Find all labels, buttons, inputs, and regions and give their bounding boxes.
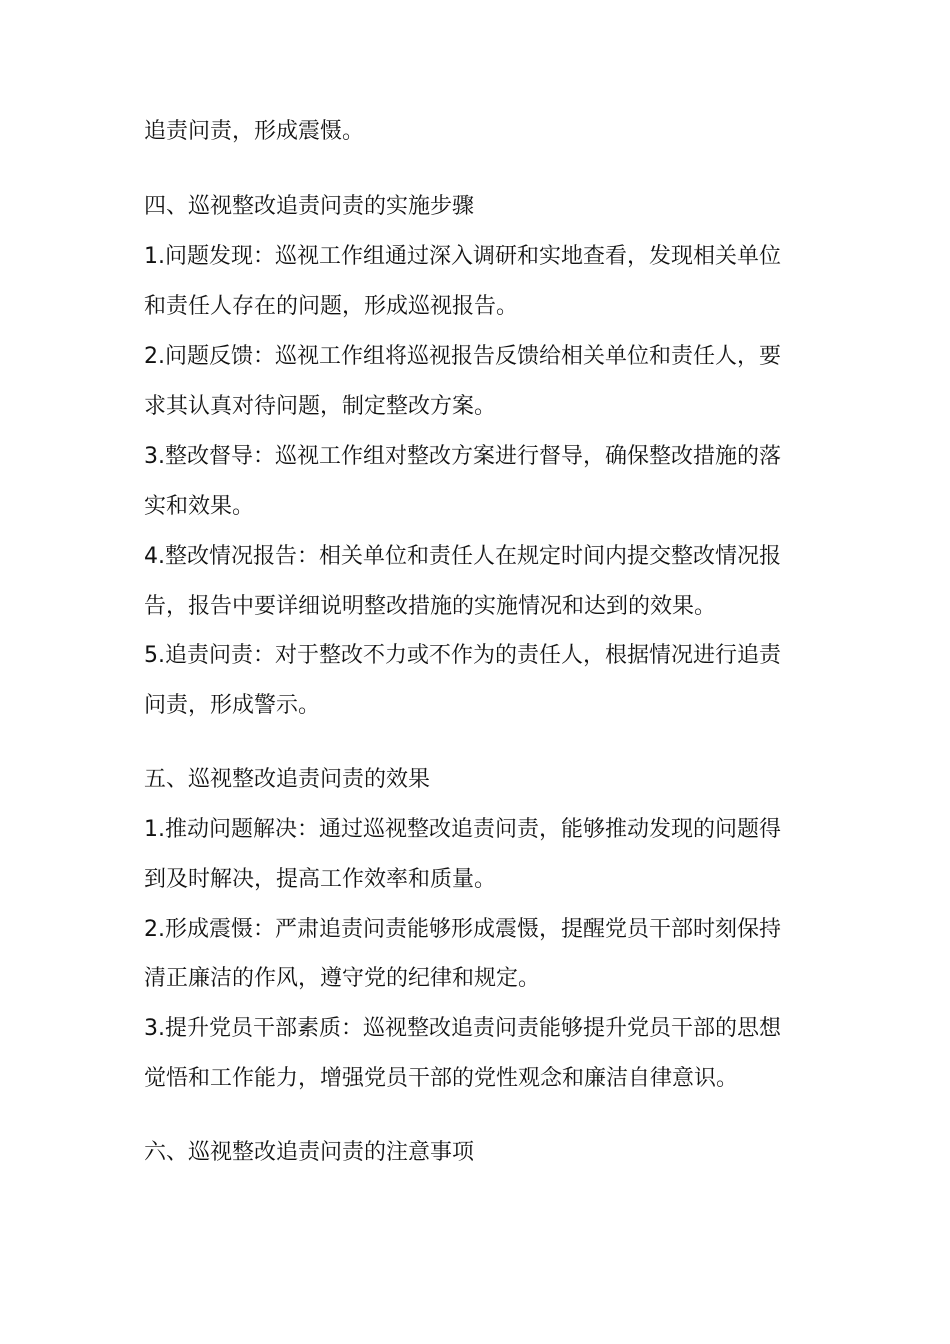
paragraph-line: 追责问责，形成震慑。	[144, 119, 365, 144]
list-item-line: 告，报告中要详细说明整改措施的实施情况和达到的效果。	[144, 594, 717, 619]
list-item-line: 3.整改督导：巡视工作组对整改方案进行督导，确保整改措施的落	[144, 444, 781, 469]
section-heading: 五、巡视整改追责问责的效果	[144, 767, 431, 792]
list-item-line: 到及时解决，提高工作效率和质量。	[144, 867, 497, 892]
list-item-line: 实和效果。	[144, 494, 255, 519]
list-item-line: 求其认真对待问题，制定整改方案。	[144, 394, 497, 419]
list-item-line: 1.推动问题解决：通过巡视整改追责问责，能够推动发现的问题得	[144, 817, 781, 842]
list-item-line: 2.形成震慑：严肃追责问责能够形成震慑，提醒党员干部时刻保持	[144, 917, 781, 942]
list-item-line: 2.问题反馈：巡视工作组将巡视报告反馈给相关单位和责任人，要	[144, 344, 781, 369]
list-item-line: 4.整改情况报告：相关单位和责任人在规定时间内提交整改情况报	[144, 544, 781, 569]
list-item-line: 和责任人存在的问题，形成巡视报告。	[144, 294, 519, 319]
list-item-line: 问责，形成警示。	[144, 693, 321, 718]
list-item-line: 清正廉洁的作风，遵守党的纪律和规定。	[144, 966, 541, 991]
list-item-line: 3.提升党员干部素质：巡视整改追责问责能够提升党员干部的思想	[144, 1016, 781, 1041]
list-item-line: 1.问题发现：巡视工作组通过深入调研和实地查看，发现相关单位	[144, 244, 781, 269]
list-item-line: 5.追责问责：对于整改不力或不作为的责任人，根据情况进行追责	[144, 643, 781, 668]
section-heading: 六、巡视整改追责问责的注意事项	[144, 1140, 475, 1165]
list-item-line: 觉悟和工作能力，增强党员干部的党性观念和廉洁自律意识。	[144, 1066, 739, 1091]
section-heading: 四、巡视整改追责问责的实施步骤	[144, 194, 475, 219]
